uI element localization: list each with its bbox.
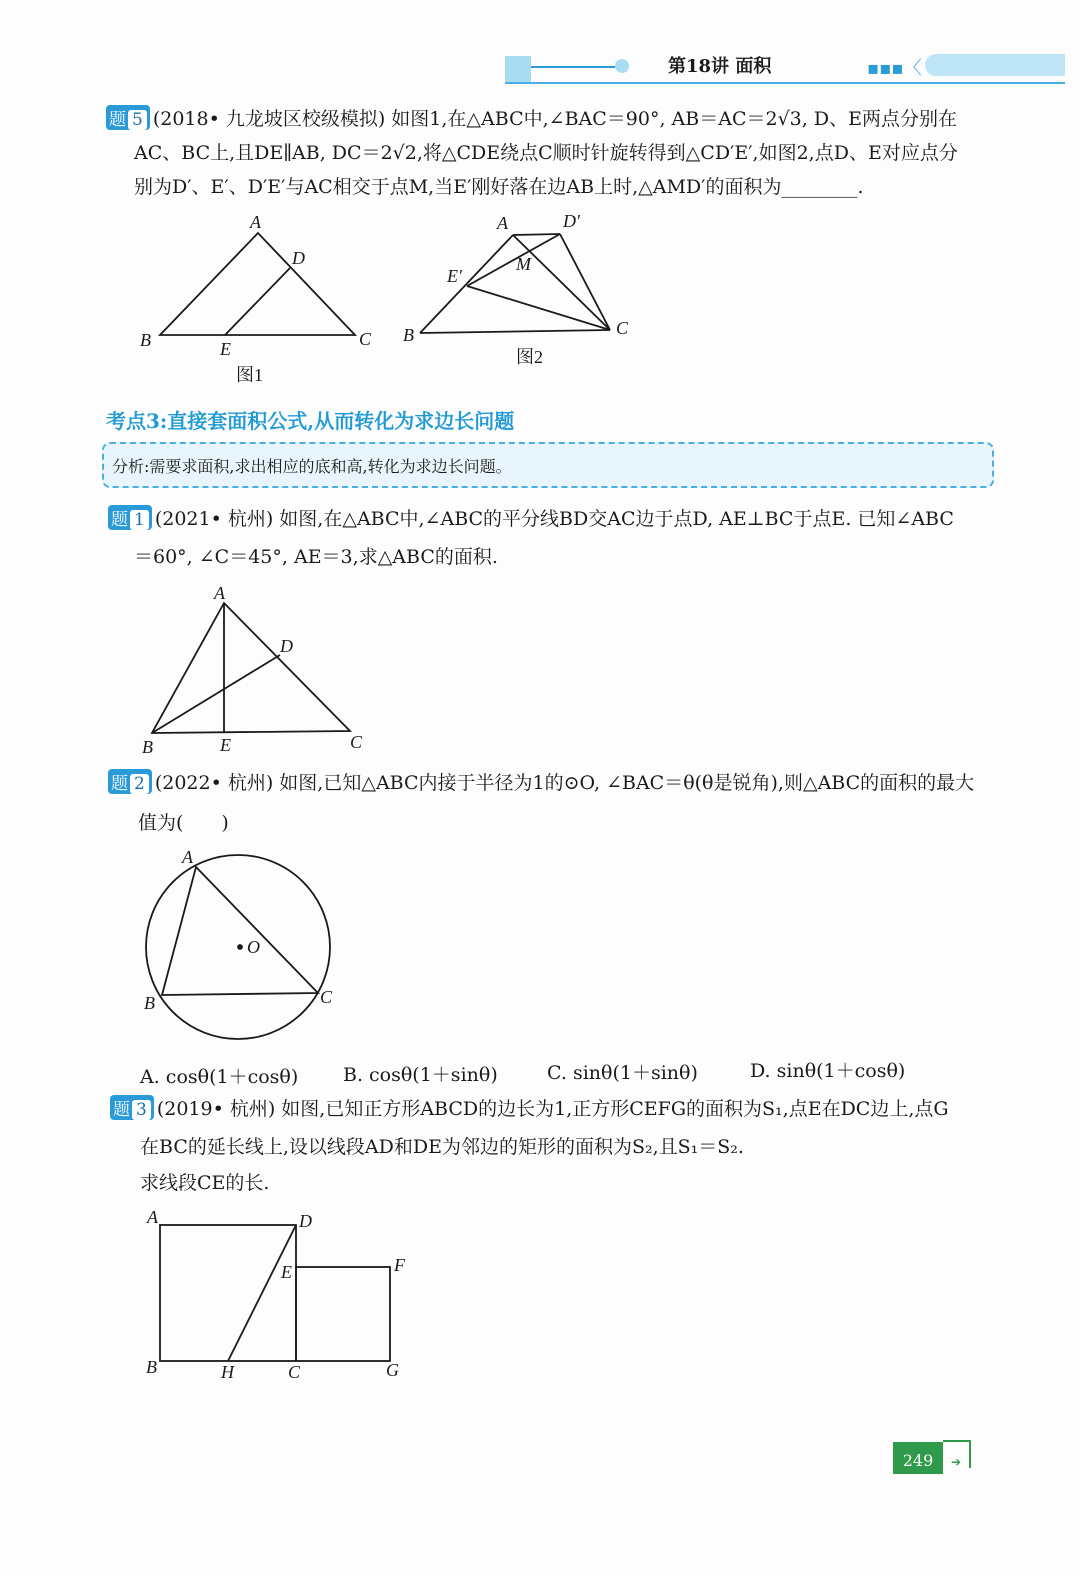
option-c: C. sinθ(1＋sinθ) bbox=[547, 1062, 698, 1084]
point-label: C bbox=[320, 987, 333, 1007]
label-d: D bbox=[292, 248, 305, 268]
label-c: C bbox=[359, 329, 372, 349]
label-b: B bbox=[403, 325, 414, 345]
option-a: A. cosθ(1＋cosθ) bbox=[140, 1066, 299, 1088]
question-5-line: AC、BC上,且DE∥AB, DC＝2√2,将△CDE绕点C顺时针旋转得到△CD′E′,如图2,点D、E对应点分 bbox=[134, 142, 958, 164]
figure-caption: 图2 bbox=[516, 347, 543, 367]
question-5: 题 5 (2018• 九龙坡区校级模拟) 如图1,在△ABC中,∠BAC＝90°, AB＝AC＝2√3, D、E两点分别在 bbox=[106, 104, 957, 131]
question-2-line: 值为( ) bbox=[138, 812, 229, 834]
point-label: C bbox=[350, 732, 363, 752]
figure-1 bbox=[140, 212, 372, 385]
label-c: C bbox=[616, 318, 629, 338]
point-label: H bbox=[221, 1362, 234, 1382]
page-number: 249 bbox=[893, 1442, 943, 1474]
point-label: B bbox=[146, 1357, 157, 1377]
question-2: 题 2 (2022• 杭州) 如图,已知△ABC内接于半径为1的⊙O, ∠BAC＝θ(θ是锐角),则△ABC的面积的最大 bbox=[108, 768, 974, 795]
figure-q1 bbox=[142, 583, 363, 757]
question-3-line: 求线段CE的长. bbox=[140, 1172, 270, 1194]
point-label: O bbox=[247, 937, 260, 957]
page-corner-icon: ➔ bbox=[943, 1440, 971, 1468]
header-bar: 第18讲 面积 ▪▪▪〈 bbox=[505, 54, 1065, 84]
analysis-box: 分析:需要求面积,求出相应的底和高,转化为求边长问题。 bbox=[102, 442, 994, 488]
label-m: M bbox=[516, 254, 531, 274]
question-1: 题 1 (2021• 杭州) 如图,在△ABC中,∠ABC的平分线BD交AC边于点D, AE⊥BC于点E. 已知∠ABC bbox=[108, 504, 954, 531]
question-1-line: ＝60°, ∠C＝45°, AE＝3,求△ABC的面积. bbox=[134, 546, 498, 568]
question-3: 题 3 (2019• 杭州) 如图,已知正方形ABCD的边长为1,正方形CEFG的面积为S₁,点E在DC边上,点G bbox=[110, 1094, 949, 1121]
label-d-prime: D′ bbox=[563, 211, 580, 231]
question-5-line: 别为D′、E′、D′E′与AC相交于点M,当E′刚好落在边AB上时,△AMD′的面积为________. bbox=[134, 176, 864, 198]
label-e-prime: E′ bbox=[447, 266, 462, 286]
point-label: A bbox=[182, 847, 193, 867]
point-label: E bbox=[281, 1262, 292, 1282]
point-label: D bbox=[299, 1211, 312, 1231]
question-tag: 题 5 bbox=[106, 105, 150, 130]
point-label: A bbox=[214, 583, 225, 603]
option-b: B. cosθ(1＋sinθ) bbox=[343, 1064, 498, 1086]
label-a: A bbox=[250, 212, 261, 232]
figure-q3 bbox=[146, 1207, 406, 1382]
point-label: B bbox=[142, 737, 153, 757]
point-label: B bbox=[144, 993, 155, 1013]
label-a: A bbox=[497, 213, 508, 233]
point-label: G bbox=[386, 1360, 399, 1380]
point-label: E bbox=[220, 735, 231, 755]
question-3-line: 在BC的延长线上,设以线段AD和DE为邻边的矩形的面积为S₂,且S₁＝S₂. bbox=[140, 1136, 744, 1158]
point-label: C bbox=[288, 1362, 301, 1382]
point-label: A bbox=[147, 1207, 158, 1227]
point-label: D bbox=[280, 636, 293, 656]
option-d: D. sinθ(1＋cosθ) bbox=[750, 1060, 906, 1082]
label-b: B bbox=[140, 330, 151, 350]
label-e: E bbox=[220, 339, 231, 359]
figure-q2 bbox=[144, 847, 333, 1039]
section-heading: 考点3:直接套面积公式,从而转化为求边长问题 bbox=[106, 409, 515, 433]
figure-2 bbox=[403, 211, 629, 367]
point-label: F bbox=[394, 1255, 405, 1275]
figure-caption: 图1 bbox=[236, 365, 263, 385]
chapter-title: 第18讲 面积 bbox=[668, 56, 772, 77]
